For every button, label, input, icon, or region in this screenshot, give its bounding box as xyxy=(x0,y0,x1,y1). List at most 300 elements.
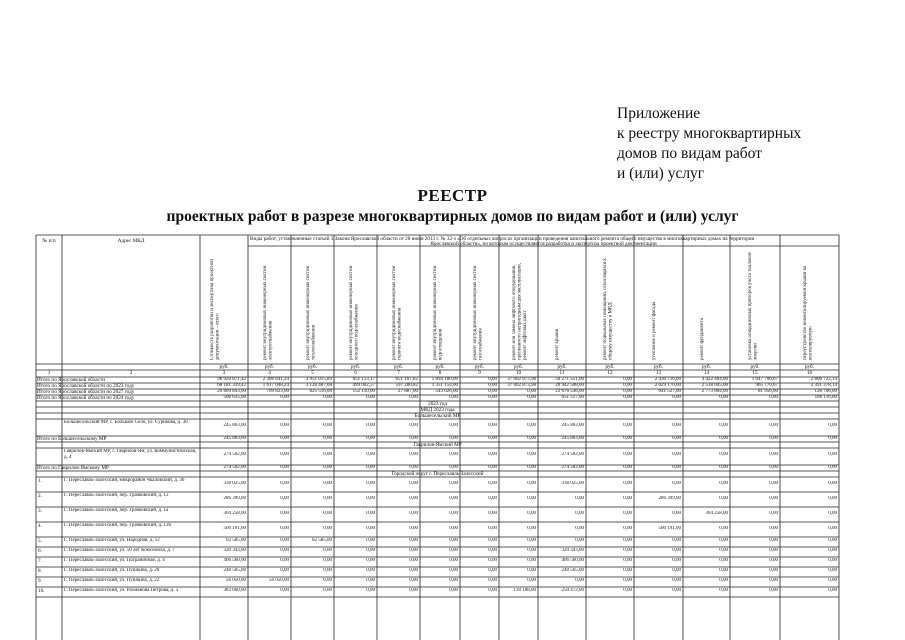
header-col-index: 16 xyxy=(806,370,813,376)
total-row-value: 3 951 015,89 xyxy=(305,377,332,382)
row-value: 0,00 xyxy=(449,511,458,516)
row-value: 248 565,00 xyxy=(223,568,246,573)
row-value: 56 050,00 xyxy=(269,578,289,583)
row-value: 0,00 xyxy=(280,452,289,457)
section-total-value: 0,00 xyxy=(409,436,418,441)
section-total-label: Итого по Гаврилов-Ямскому МР xyxy=(37,465,109,471)
section-total-value: 0,00 xyxy=(828,436,837,441)
total-row-value: 37 002 873,98 xyxy=(507,377,536,382)
row-value: 0,00 xyxy=(323,481,332,486)
row-value: 0,00 xyxy=(449,481,458,486)
section-title: Гаврилов-Ямский МР xyxy=(413,442,462,448)
row-value: 0,00 xyxy=(719,588,728,593)
row-value: 274 502,00 xyxy=(561,452,584,457)
total-row-value: 0,00 xyxy=(719,395,728,400)
row-value: 0,00 xyxy=(672,481,681,486)
row-address: Г. Переславль-Залесский, ул. 50 лет Комсомола, д. 7 xyxy=(64,548,175,553)
row-value: 0,00 xyxy=(623,496,632,501)
total-row-value: 825 516,00 xyxy=(309,389,332,394)
document-subtitle: проектных работ в разрезе многоквартирных домов по видам работ и (или) услуг xyxy=(166,208,739,225)
total-row-value: 1 047 706,67 xyxy=(751,377,778,382)
row-value: 0,00 xyxy=(527,496,536,501)
document-title: РЕЕСТР xyxy=(417,186,488,205)
row-value: 0,00 xyxy=(527,511,536,516)
header-col-index: 8 xyxy=(438,370,442,376)
total-row-value: 96 920 871,42 xyxy=(217,377,246,382)
section-total-value: 0,00 xyxy=(488,436,497,441)
row-value: 0,00 xyxy=(449,568,458,573)
row-value: 0,00 xyxy=(527,452,536,457)
total-row-value: 0,00 xyxy=(449,395,458,400)
row-value: 0,00 xyxy=(409,578,418,583)
row-address: Г. Переславль-Залесский, пер. Грачковский, д. 12 xyxy=(64,493,169,498)
row-value: 0,00 xyxy=(623,538,632,543)
row-value: 0,00 xyxy=(409,481,418,486)
row-value: 0,00 xyxy=(527,526,536,531)
row-value: 0,00 xyxy=(449,538,458,543)
section-total-value: 0,00 xyxy=(280,465,289,470)
total-row-value: 2 538 045,00 xyxy=(701,383,728,388)
row-number: 10. xyxy=(38,588,45,594)
total-row-value: 2 629 170,00 xyxy=(654,383,681,388)
total-row-value: 2 806 722,14 xyxy=(810,377,837,382)
total-row-value: 0,00 xyxy=(488,383,497,388)
row-value: 56 050,00 xyxy=(226,578,246,583)
row-value: 0,00 xyxy=(527,423,536,428)
header-unit: руб. xyxy=(557,364,567,370)
row-value: 383 660,00 xyxy=(223,588,246,593)
total-row-value: 543 026,00 xyxy=(435,389,458,394)
row-value: 0,00 xyxy=(366,481,375,486)
section-total-value: 0,00 xyxy=(719,465,728,470)
header-col-number: № п/п xyxy=(42,238,56,244)
row-value: 0,00 xyxy=(366,568,375,573)
header-unit: руб. xyxy=(805,364,814,370)
section-total-value: 245 863,00 xyxy=(223,436,246,441)
row-number: 5. xyxy=(38,538,42,544)
row-value: 0,00 xyxy=(769,558,778,563)
header-col-index: 12 xyxy=(607,370,613,376)
row-value: 248 565,00 xyxy=(561,568,584,573)
row-value: 0,00 xyxy=(672,568,681,573)
row-value: 0,00 xyxy=(366,496,375,501)
section-total-value: 0,00 xyxy=(828,465,837,470)
row-value: 0,00 xyxy=(828,496,837,501)
header-col-address: Адрес МКД xyxy=(117,238,145,244)
row-value: 0,00 xyxy=(719,548,728,553)
row-value: 0,00 xyxy=(623,568,632,573)
section-total-value: 0,00 xyxy=(769,436,778,441)
header-unit: руб. xyxy=(514,364,523,370)
row-value: 0,00 xyxy=(672,452,681,457)
row-value: 0,00 xyxy=(488,526,497,531)
row-value: 0,00 xyxy=(527,538,536,543)
row-value: 500 191,00 xyxy=(223,526,246,531)
total-row-value: 597 280,82 xyxy=(395,383,418,388)
total-row-value: 709 823,00 xyxy=(266,389,289,394)
row-value: 0,00 xyxy=(409,526,418,531)
total-row-value: 2 366 841,24 xyxy=(262,377,289,382)
header-work-type: утепление и ремонт фасада xyxy=(651,301,657,360)
header-work-type: ремонт внутридомовых инженерных систем теплоснабжения xyxy=(305,265,316,360)
row-value: 0,00 xyxy=(828,452,837,457)
row-value: 0,00 xyxy=(488,588,497,593)
total-row-value: 26 942 508,00 xyxy=(555,383,584,388)
total-row-value: 0,00 xyxy=(488,395,497,400)
header-col-index: 11 xyxy=(559,370,565,376)
row-value: 0,00 xyxy=(769,578,778,583)
section-total-value: 0,00 xyxy=(623,436,632,441)
total-row-value: 27 887,00 xyxy=(398,389,418,394)
total-row-value: 4 422 404,00 xyxy=(701,377,728,382)
total-row-value: 0,00 xyxy=(527,395,536,400)
row-value: 0,00 xyxy=(366,526,375,531)
total-row-value: 651 167,82 xyxy=(395,377,418,382)
row-value: 0,00 xyxy=(366,588,375,593)
row-value: 0,00 xyxy=(828,481,837,486)
total-row-value: 499 002,57 xyxy=(352,383,375,388)
row-value: 0,00 xyxy=(409,423,418,428)
header-work-type: переустройство невентилируемой крыши на вентилируемую xyxy=(802,265,813,360)
row-value: 130 188,00 xyxy=(513,588,536,593)
row-value: 0,00 xyxy=(527,578,536,583)
row-value: 0,00 xyxy=(488,511,497,516)
row-value: 0,00 xyxy=(280,568,289,573)
row-value: 0,00 xyxy=(527,568,536,573)
section-total-value: 0,00 xyxy=(449,436,458,441)
row-value: 304 258,00 xyxy=(223,511,246,516)
section-total-value: 274 502,00 xyxy=(223,465,246,470)
row-value: 0,00 xyxy=(323,558,332,563)
header-unit: руб. xyxy=(351,364,360,370)
row-value: 0,00 xyxy=(828,548,837,553)
header-col-index: 4 xyxy=(268,370,271,376)
row-value: 0,00 xyxy=(672,423,681,428)
total-row-value: 508 635,00 xyxy=(223,395,246,400)
section-total-value: 0,00 xyxy=(672,436,681,441)
header-work-type: ремонт подвальных помещений, относящихся к общему имуществу в МКД xyxy=(603,258,614,360)
row-value: 320 343,00 xyxy=(561,548,584,553)
row-value: 0,00 xyxy=(769,588,778,593)
row-value: 338 025,00 xyxy=(561,481,584,486)
total-row-value: 2 773 804,00 xyxy=(701,389,728,394)
total-row-value: 50 271 551,00 xyxy=(555,377,584,382)
row-value: 0,00 xyxy=(623,481,632,486)
total-row-value: 0,00 xyxy=(623,389,632,394)
row-value: 0,00 xyxy=(769,548,778,553)
row-number: 8. xyxy=(38,568,42,574)
total-row-label: Итого по Ярославской области xyxy=(37,377,106,383)
row-value: 0,00 xyxy=(623,526,632,531)
total-row-value: 37 002 873,98 xyxy=(507,383,536,388)
row-value: 0,00 xyxy=(323,511,332,516)
row-value: 0,00 xyxy=(575,578,584,583)
section-total-value: 0,00 xyxy=(323,436,332,441)
header-unit: руб. xyxy=(654,364,663,370)
total-row-value: 0,00 xyxy=(623,377,632,382)
total-row-value: 3 128 487,08 xyxy=(305,383,332,388)
row-value: 0,00 xyxy=(488,496,497,501)
header-work-type: ремонт крыши xyxy=(555,328,560,360)
row-value: 0,00 xyxy=(769,481,778,486)
header-work-type: ремонт фундамента xyxy=(699,317,705,360)
header-work-type: ремонт внутридомовых инженерных систем электроснабжения xyxy=(262,265,273,360)
row-value: 0,00 xyxy=(280,526,289,531)
header-unit: руб. xyxy=(475,364,484,370)
total-row-value: 68 181 339,42 xyxy=(217,383,246,388)
row-value: 0,00 xyxy=(366,452,375,457)
section-total-value: 0,00 xyxy=(488,465,497,470)
total-row-value: 1 351 154,00 xyxy=(431,383,458,388)
row-value: 0,00 xyxy=(366,511,375,516)
total-row-label: Итого по Ярославской области по 2027 году xyxy=(37,389,135,395)
row-value: 0,00 xyxy=(623,452,632,457)
row-value: 0,00 xyxy=(280,511,289,516)
row-value: 0,00 xyxy=(488,548,497,553)
row-value: 0,00 xyxy=(409,452,418,457)
row-value: 0,00 xyxy=(719,481,728,486)
header-group-title: Ярославской области», по которым осуществляется разработка и экспертиза проектной документации xyxy=(430,241,657,247)
header-col-index: 6 xyxy=(354,370,357,376)
row-value: 320 343,00 xyxy=(223,548,246,553)
row-value: 0,00 xyxy=(449,578,458,583)
header-work-type: ремонт внутридомовых инженерных систем водоотведения xyxy=(433,265,444,360)
header-group-title: Виды работ, установленные статьей 3 Закона Ярославской области от 28 июня 2013 г. № 32-з «Об отдельных вопросах организации проведения капитального ремонта общего имущества в многоквартирных домах на территории xyxy=(250,236,755,242)
row-value: 0,00 xyxy=(672,538,681,543)
row-value: 0,00 xyxy=(575,511,584,516)
total-row-value: 651 113,17 xyxy=(352,377,375,382)
row-address: Г. Переславль-Залесский, микрорайон Чкаловский, д. 36 xyxy=(64,478,185,483)
section-total-value: 0,00 xyxy=(769,465,778,470)
header-col-index: 9 xyxy=(478,370,481,376)
section-total-value: 0,00 xyxy=(449,465,458,470)
section-total-value: 0,00 xyxy=(527,465,536,470)
row-number: 3. xyxy=(38,508,42,514)
row-value: 0,00 xyxy=(828,511,837,516)
header-col-index: 5 xyxy=(311,370,314,376)
total-row-value: 2 391 378,14 xyxy=(810,383,837,388)
row-value: 0,00 xyxy=(672,578,681,583)
year-label: 2023 год xyxy=(428,401,447,407)
row-value: 0,00 xyxy=(719,526,728,531)
header-unit: руб. xyxy=(435,364,445,370)
row-value: 245 863,00 xyxy=(223,423,246,428)
row-value: 0,00 xyxy=(366,558,375,563)
header-work-type: ремонт внутридомовых инженерных систем холодного водоснабжения xyxy=(348,265,359,360)
row-value: 0,00 xyxy=(828,588,837,593)
header-unit: руб. xyxy=(308,364,317,370)
total-row-value: 128 706,00 xyxy=(814,389,837,394)
total-row-value: 1 894 180,00 xyxy=(431,377,458,382)
row-number xyxy=(38,420,60,426)
row-value: 0,00 xyxy=(488,423,497,428)
row-address: Г. Переславль-Залесский, ул. Рахманова Петрова, д. 3 xyxy=(64,588,179,593)
row-value: 406 560,00 xyxy=(223,558,246,563)
mkd-label: МКД 2023 года xyxy=(420,407,455,413)
section-total-value: 0,00 xyxy=(323,465,332,470)
annex-line: к реестру многоквартирных xyxy=(617,125,802,142)
row-value: 0,00 xyxy=(623,548,632,553)
row-value: 0,00 xyxy=(488,538,497,543)
row-address: Г. Переславль-Залесский, ул. Народная, д. 12 xyxy=(64,538,160,543)
row-address: Г. Переславль-Залесский, ул. Пограничная, д. 4 xyxy=(64,558,165,563)
header-col-index: 7 xyxy=(397,370,400,376)
row-value: 0,00 xyxy=(719,538,728,543)
row-value: 0,00 xyxy=(719,423,728,428)
row-value: 0,00 xyxy=(280,548,289,553)
row-value: 0,00 xyxy=(280,538,289,543)
row-value: 245 863,00 xyxy=(561,423,584,428)
row-value: 0,00 xyxy=(828,423,837,428)
total-row-value: 152 110,00 xyxy=(352,389,375,394)
row-address: Гаврилов-Ямский МР, г. Гаврилов-Ям, ул. Коммунистическая, д. 4 xyxy=(64,449,197,460)
row-value: 0,00 xyxy=(623,588,632,593)
row-number xyxy=(38,449,60,455)
section-total-value: 0,00 xyxy=(366,465,375,470)
row-value: 0,00 xyxy=(672,548,681,553)
header-unit: руб. xyxy=(219,364,229,370)
row-value: 0,00 xyxy=(719,496,728,501)
row-value: 0,00 xyxy=(769,568,778,573)
row-value: 0,00 xyxy=(280,423,289,428)
row-value: 0,00 xyxy=(672,511,681,516)
total-row-value: 0,00 xyxy=(769,395,778,400)
row-value: 0,00 xyxy=(323,588,332,593)
row-value: 0,00 xyxy=(828,526,837,531)
annex-line: Приложение xyxy=(617,105,701,122)
row-value: 286 399,00 xyxy=(223,496,246,501)
header-unit: руб. xyxy=(394,364,403,370)
row-value: 0,00 xyxy=(366,538,375,543)
row-value: 0,00 xyxy=(488,578,497,583)
annex-line: домов по видам работ xyxy=(617,145,762,162)
header-col-index: 14 xyxy=(703,370,710,376)
header-unit: руб. xyxy=(605,364,615,370)
total-row-value: 0,00 xyxy=(488,389,497,394)
row-value: 0,00 xyxy=(719,568,728,573)
row-value: 406 560,00 xyxy=(561,558,584,563)
row-value: 0,00 xyxy=(366,578,375,583)
row-value: 0,00 xyxy=(527,548,536,553)
row-value: 0,00 xyxy=(575,538,584,543)
row-address: Г. Переславль-Залесский, ул. Пушкина, д. 22 xyxy=(64,578,160,583)
row-value: 0,00 xyxy=(323,452,332,457)
total-row-value: 0,00 xyxy=(323,395,332,400)
section-total-value: 245 863,00 xyxy=(561,436,584,441)
row-value: 0,00 xyxy=(409,538,418,543)
row-value: 304 258,00 xyxy=(705,511,728,516)
total-row-value: 0,00 xyxy=(623,395,632,400)
section-title: Большесельский МР xyxy=(414,413,461,419)
row-value: 0,00 xyxy=(623,558,632,563)
row-address: Г. Переславль-Залесский, пер. Грачковский, д. 1а xyxy=(64,508,169,513)
row-value: 0,00 xyxy=(323,526,332,531)
row-number: 1. xyxy=(38,478,42,484)
header-col-index: 2 xyxy=(129,370,133,376)
row-value: 0,00 xyxy=(623,423,632,428)
row-number: 2. xyxy=(38,493,42,499)
annex-line: и (или) услуг xyxy=(617,165,705,182)
section-total-value: 0,00 xyxy=(366,436,375,441)
row-value: 0,00 xyxy=(366,548,375,553)
section-total-value: 0,00 xyxy=(719,436,728,441)
row-value: 0,00 xyxy=(527,481,536,486)
row-value: 0,00 xyxy=(449,526,458,531)
row-value: 0,00 xyxy=(323,496,332,501)
total-row-value: 0,00 xyxy=(527,389,536,394)
total-row-value: 1 617 048,24 xyxy=(262,383,289,388)
total-row-label: Итого по Ярославской области по 2024 году xyxy=(37,395,135,401)
header-work-type: ремонт или замена лифтового оборудования, признанного непригодным для эксплуатации, ремонт лифтовых шахт xyxy=(511,263,528,360)
row-value: 0,00 xyxy=(719,452,728,457)
section-total-label: Итого по Большесельскому МР xyxy=(37,436,107,442)
total-row-value: 0,00 xyxy=(672,395,681,400)
row-value: 0,00 xyxy=(575,496,584,501)
row-value: 0,00 xyxy=(769,526,778,531)
row-value: 0,00 xyxy=(409,511,418,516)
header-work-type: ремонт внутридомовых инженерных систем газоснабжения xyxy=(472,265,483,360)
header-work-type: установка общедомовых приборов учета тепловой энергии xyxy=(748,252,759,360)
row-value: 0,00 xyxy=(828,568,837,573)
section-total-value: 0,00 xyxy=(527,436,536,441)
row-value: 0,00 xyxy=(527,558,536,563)
total-row-value: 29 809 893,00 xyxy=(217,389,246,394)
row-value: 0,00 xyxy=(828,558,837,563)
row-value: 0,00 xyxy=(828,578,837,583)
row-value: 0,00 xyxy=(488,558,497,563)
row-address: Г. Переславль-Залесский, ул. Пушкина, д. 20 xyxy=(64,568,160,573)
total-row-value: 0,00 xyxy=(366,395,375,400)
section-total-value: 0,00 xyxy=(409,465,418,470)
row-value: 0,00 xyxy=(719,558,728,563)
row-value: 0,00 xyxy=(409,568,418,573)
row-value: 0,00 xyxy=(623,578,632,583)
row-number: 7. xyxy=(38,558,42,564)
header-col-index: 13 xyxy=(655,370,662,376)
header-col-index: 1 xyxy=(47,370,51,376)
total-row-value: 23 676 536,00 xyxy=(555,389,584,394)
row-value: 0,00 xyxy=(488,481,497,486)
row-number: 4. xyxy=(38,523,42,529)
row-value: 0,00 xyxy=(769,423,778,428)
row-value: 0,00 xyxy=(323,423,332,428)
row-value: 0,00 xyxy=(409,496,418,501)
row-value: 0,00 xyxy=(366,423,375,428)
total-row-value: 0,00 xyxy=(488,377,497,382)
row-value: 0,00 xyxy=(769,452,778,457)
row-value: 0,00 xyxy=(323,578,332,583)
total-row-label: Итого по Ярославской области по 2023 году xyxy=(37,383,135,389)
total-row-value: 81 956,00 xyxy=(758,389,778,394)
row-value: 0,00 xyxy=(449,588,458,593)
row-value: 0,00 xyxy=(769,511,778,516)
row-value: 0,00 xyxy=(280,481,289,486)
section-total-value: 0,00 xyxy=(623,465,632,470)
row-number: 6. xyxy=(38,548,42,554)
total-row-value: 651 517,00 xyxy=(561,395,584,400)
row-value: 0,00 xyxy=(280,496,289,501)
row-value: 274 502,00 xyxy=(223,452,246,457)
header-col-index: 10 xyxy=(515,370,522,376)
row-value: 0,00 xyxy=(623,511,632,516)
header-unit: руб. xyxy=(702,364,711,370)
row-value: 0,00 xyxy=(449,548,458,553)
row-value: 62 585,00 xyxy=(226,538,246,543)
total-row-value: 965 770,67 xyxy=(755,383,778,388)
row-address: Г. Переславль-Залесский, пер. Грачковский, д. 12б xyxy=(64,523,172,528)
row-number: 9. xyxy=(38,578,42,584)
row-value: 0,00 xyxy=(409,588,418,593)
